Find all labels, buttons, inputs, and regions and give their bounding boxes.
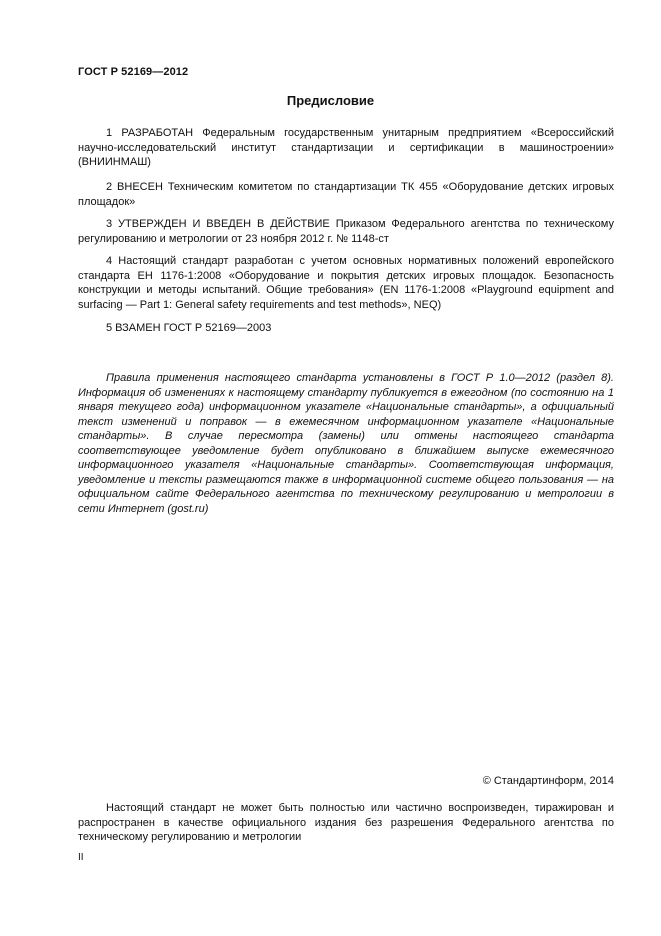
page-number: II [78, 852, 84, 863]
preface-item-1: 1 РАЗРАБОТАН Федеральным государственным унитарным предприятием «Всероссийский научно-исследовательский институт стандартизации и сертификации в машиностроении» (ВНИИНМАШ) [78, 127, 614, 168]
preface-item-2: 2 ВНЕСЕН Техническим комитетом по стандартизации ТК 455 «Оборудование детских игровых площадок» [78, 181, 614, 208]
copyright-line: © Стандартинформ, 2014 [482, 775, 614, 787]
preface-title: Предисловие [286, 93, 375, 108]
preface-item-3: 3 УТВЕРЖДЕН И ВВЕДЕН В ДЕЙСТВИЕ Приказом Федерального агентства по техническому регулированию и метрологии от 23 ноября 2012 г. № 1148-ст [78, 218, 614, 245]
reproduction-notice: Настоящий стандарт не может быть полностью или частично воспроизведен, тиражирован и распространен в качестве официального издания без разрешения Федерального агентства по техническому регулированию и метрологии [78, 802, 614, 843]
preface-item-4: 4 Настоящий стандарт разработан с учетом основных нормативных положений европейского стандарта ЕН 1176-1:2008 «Оборудование и покрытия детских игровых площадок. Безопасность конструкции и методы испытаний. Общие требования» (EN 1176-1:2008 «Playground equipment and surfacing — Part 1: General safety requirements and test methods», NEQ) [78, 255, 614, 311]
document-id-header: ГОСТ Р 52169—2012 [78, 66, 189, 78]
rules-of-application-note: Правила применения настоящего стандарта установлены в ГОСТ Р 1.0—2012 (раздел 8). Информация об изменениях к настоящему стандарту публикуется в ежегодном (по состоянию на 1 января текущего года) информационном указателе «Национальные стандарты», а официальный текст изменений и поправок — в ежемесячном информационном указателе «Национальные стандарты». В случае пересмотра (замены) или отмены настоящего стандарта соответствующее уведомление будет опубликовано в ближайшем выпуске ежемесячного информационного указателя «Национальные стандарты». Соответствующая информация, уведомление и тексты размещаются также в информационной системе общего пользования — на официальном сайте Федерального агентства по техническому регулированию и метрологии в сети Интернет (gost.ru) [78, 372, 614, 515]
preface-item-5: 5 ВЗАМЕН ГОСТ Р 52169—2003 [106, 322, 272, 334]
